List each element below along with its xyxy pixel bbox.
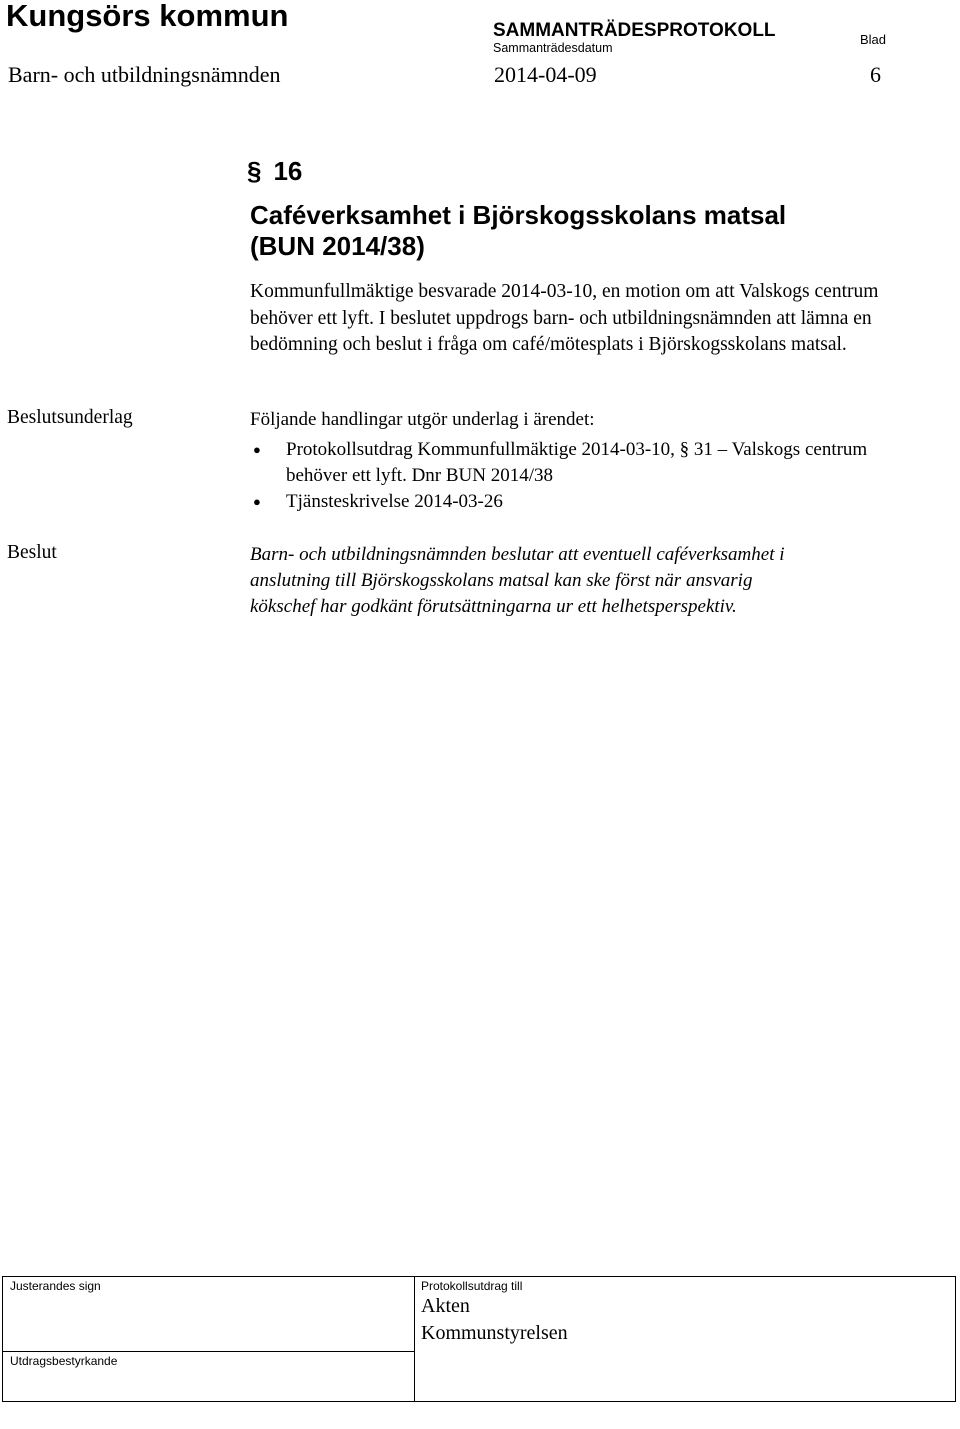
basis-list: [250, 437, 890, 515]
extract-recipients: [421, 1293, 568, 1347]
page-number: 6: [870, 62, 881, 87]
decision-label: Beslut: [7, 542, 57, 563]
board-name: Barn- och utbildningsnämnden: [8, 62, 281, 87]
decision-text: Barn- och utbildningsnämnden beslutar att eventuell caféverksamhet i anslutning till Björskogsskolans matsal kan ske först när ansvarig kökschef har godkänt förutsättningarna ur ett helhetsperspektiv.: [250, 544, 785, 617]
table-divider: [414, 1277, 415, 1401]
basis-item: ● Protokollsutdrag Kommunfullmäktige 2014-03-10, § 31 – Valskogs centrum behöver ett lyft. Dnr BUN 2014/38: [250, 437, 890, 489]
signature-table: [2, 1276, 956, 1402]
basis-label: Beslutsunderlag: [7, 407, 133, 428]
paragraph-title: [250, 200, 930, 262]
paragraph-title-line1: Caféverksamhet i Björskogsskolans matsal: [250, 200, 787, 230]
basis-section: [250, 407, 890, 515]
paragraph-title-line2: (BUN 2014/38): [250, 231, 425, 261]
municipality-name: Kungsörs kommun: [6, 0, 289, 33]
meeting-date-label: Sammanträdesdatum: [493, 41, 613, 55]
recipient: Kommunstyrelsen: [421, 1322, 568, 1344]
page-label: Blad: [860, 32, 887, 47]
intro-text: Kommunfullmäktige besvarade 2014-03-10, en motion om att Valskogs centrum behöver ett lyft. I beslutet uppdrogs barn- och utbildningsnämnden att lämna en bedömning och beslut i fråga om café/mötesplats i Björskogsskolans matsal.: [250, 281, 879, 355]
section-symbol: §: [247, 156, 262, 186]
extract-certifier-label: Utdragsbestyrkande: [10, 1354, 118, 1368]
document-type: SAMMANTRÄDESPROTOKOLL: [493, 20, 776, 41]
recipient: Akten: [421, 1295, 470, 1317]
basis-item: ● Tjänsteskrivelse 2014-03-26: [250, 489, 890, 515]
basis-intro: Följande handlingar utgör underlag i ärendet:: [250, 409, 595, 430]
paragraph-number: [247, 156, 302, 187]
meeting-date: 2014-04-09: [494, 62, 597, 87]
adjuster-sign-label: Justerandes sign: [10, 1279, 101, 1293]
extract-to-label: Protokollsutdrag till: [421, 1279, 523, 1293]
paragraph-number-value: 16: [273, 156, 303, 186]
table-divider: [3, 1351, 414, 1352]
